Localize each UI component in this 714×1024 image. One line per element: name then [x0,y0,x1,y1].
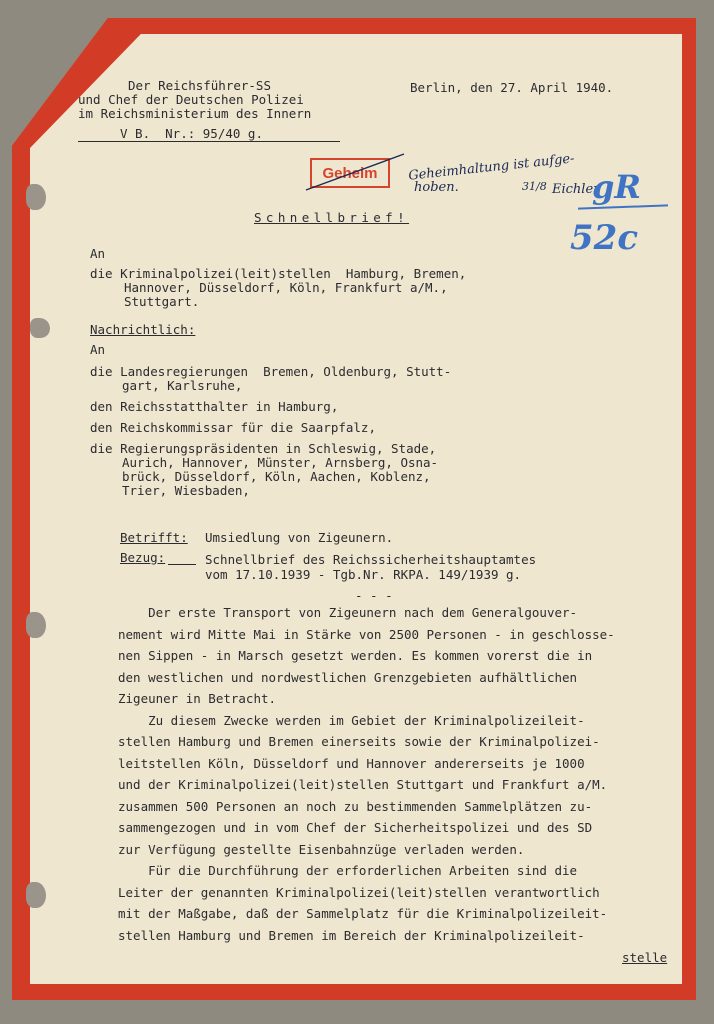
cc-landesregierungen-line-2: gart, Karlsruhe, [122,378,243,393]
bezug-line-2: vom 17.10.1939 - Tgb.Nr. RKPA. 149/1939 g. [205,567,522,582]
cc-regierungspraesidenten-line-2: Aurich, Hannover, Münster, Arnsberg, Osna- [122,455,439,470]
body-line: mit der Maßgabe, daß der Sammelplatz für die Kriminalpolizeileit- [118,906,608,921]
bezug-underline [168,564,196,565]
punch-hole [26,184,46,210]
catchword: stelle [622,950,668,965]
betrifft-text: Umsiedlung von Zigeunern. [205,530,394,545]
recipient-to-label: An [90,246,106,261]
betrifft-label: Betrifft: [120,530,188,545]
body-line: leitstellen Köln, Düsseldorf und Hannover andererseits je 1000 [118,755,585,771]
cc-landesregierungen-line-1: die Landesregierungen Bremen, Oldenburg, Stutt- [90,364,452,379]
cc-heading: Nachrichtlich: [90,322,196,337]
handwritten-signature: Eichler [552,182,600,197]
body-line: Der erste Transport von Zigeunern nach dem Generalgouver- [118,605,578,620]
document-title: Schnellbrief! [254,210,410,225]
reference-number: V B. Nr.: 95/40 g. [120,126,263,141]
body-line: nen Sippen - in Marsch gesetzt werden. Es kommen vorerst die in [118,648,593,663]
blue-pencil-mark: gR [592,168,641,206]
body-line: und der Kriminalpolizei(leit)stellen Stuttgart und Frankfurt a/M. [118,777,608,792]
sender-line-3: im Reichsministerium des Innern [78,106,312,121]
blue-pencil-number: 52c [570,218,639,258]
recipient-line-2: Hannover, Düsseldorf, Köln, Frankfurt a/M., [124,280,448,295]
body-line: stellen Hamburg und Bremen einerseits sowie der Kriminalpolizei- [118,734,600,749]
separator: - - - [355,588,393,603]
punch-hole [26,612,46,638]
handwritten-note-line-2: hoben. [414,180,459,195]
body-line: den westlichen und nordwestlichen Grenzgebieten aufhältlichen [118,669,578,685]
punch-hole [30,318,50,338]
body-line: Für die Durchführung der erforderlichen Arbeiten sind die [118,863,578,878]
body-text [118,602,678,946]
sender-line-1: Der Reichsführer-SS [128,78,271,93]
body-line: zur Verfügung gestellte Eisenbahnzüge verladen werden. [118,841,525,857]
handwritten-date: 31/8 [522,180,547,193]
header-rule [78,141,340,142]
recipient-line-1: die Kriminalpolizei(leit)stellen Hamburg, Bremen, [90,266,467,281]
cc-regierungspraesidenten-line-1: die Regierungspräsidenten in Schleswig, Stade, [90,441,437,456]
cc-reichsstatthalter: den Reichsstatthalter in Hamburg, [90,399,339,414]
bezug-label: Bezug: [120,550,166,565]
cc-regierungspraesidenten-line-3: brück, Düsseldorf, Köln, Aachen, Koblenz, [122,469,431,484]
sender-line-2: und Chef der Deutschen Polizei [78,92,304,107]
body-line: Zigeuner in Betracht. [118,691,277,706]
punch-hole [26,882,46,908]
body-line: Zu diesem Zwecke werden im Gebiet der Kriminalpolizeileit- [118,712,585,728]
body-line: sammengezogen und in vom Chef der Sicherheitspolizei und des SD [118,820,593,835]
bezug-line-1: Schnellbrief des Reichssicherheitshauptamtes [205,552,537,567]
cc-reichskommissar: den Reichskommissar für die Saarpfalz, [90,420,376,435]
recipient-line-3: Stuttgart. [124,294,200,309]
handwritten-note-line-1: Geheimhaltung ist aufge- [407,151,576,184]
place-date: Berlin, den 27. April 1940. [410,80,614,95]
body-line: stellen Hamburg und Bremen im Bereich der Kriminalpolizeileit- [118,927,585,943]
body-line: nement wird Mitte Mai in Stärke von 2500 Personen - in geschlosse- [118,626,615,642]
cc-to-label: An [90,342,106,357]
strike-through-line [300,150,410,194]
body-line: zusammen 500 Personen an noch zu bestimmenden Sammelplätzen zu- [118,798,593,814]
cc-regierungspraesidenten-line-4: Trier, Wiesbaden, [122,483,250,498]
body-line: Leiter der genannten Kriminalpolizei(leit)stellen verantwortlich [118,884,600,900]
stamp-label: Geheim [322,164,378,182]
